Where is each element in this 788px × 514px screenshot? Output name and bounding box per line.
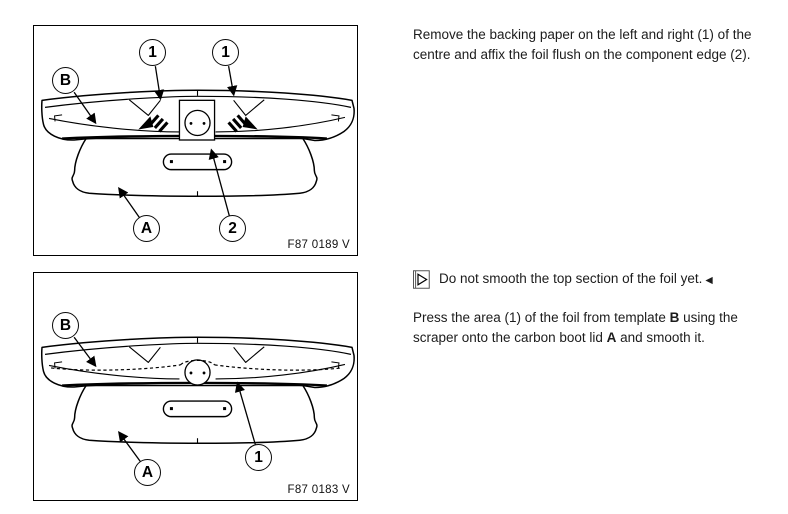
paragraph-end-marker-icon: ◀: [705, 275, 713, 286]
para2-tail: and smooth it.: [616, 330, 705, 345]
figure-top-boot-lid: [33, 25, 358, 256]
instruction-paragraph-1: Remove the backing paper on the left and right (1) of the centre and affix the foil flush on the component edge (2).: [413, 27, 752, 62]
badge-dot-left: [190, 372, 193, 375]
badge-circle: [185, 360, 210, 385]
badge-dot-right: [203, 122, 206, 125]
figure-bottom-boot-lid: [33, 272, 358, 501]
callout-a: A: [133, 215, 160, 242]
note-row: [411, 269, 767, 291]
instruction-column: [413, 0, 767, 514]
note-text-line: [439, 269, 713, 291]
badge-circle: [185, 110, 210, 135]
callout-1-left: 1: [139, 39, 166, 66]
handle-dot-right: [223, 160, 226, 163]
boot-lid-diagram-top: [34, 26, 357, 255]
handle-dot-left: [170, 160, 173, 163]
para2-lid-a: A: [606, 330, 617, 345]
note-text: Do not smooth the top section of the foil yet.: [439, 271, 703, 286]
handle-dot-left: [170, 407, 173, 410]
para2-lead: Press the area (1) of the foil from template: [413, 310, 670, 325]
handle-recess: [163, 154, 231, 170]
note-triangle-icon: [411, 270, 430, 289]
callout-2: 2: [219, 215, 246, 242]
callout-a: A: [134, 459, 161, 486]
badge-dot-left: [190, 122, 193, 125]
badge-dot-right: [203, 372, 206, 375]
boot-lid-diagram-bottom: [34, 273, 357, 500]
callout-1: 1: [245, 444, 272, 471]
handle-dot-right: [223, 407, 226, 410]
figure-code: F87 0189 V: [287, 239, 350, 251]
para2-template-b: B: [669, 310, 680, 325]
para2-mid: using the scraper onto the carbon boot lid: [413, 310, 738, 345]
handle-recess: [163, 401, 231, 417]
instruction-paragraph-2: [413, 308, 767, 348]
callout-1-right: 1: [212, 39, 239, 66]
callout-b: B: [52, 312, 79, 339]
callout-b: B: [52, 67, 79, 94]
figure-code: F87 0183 V: [287, 484, 350, 496]
